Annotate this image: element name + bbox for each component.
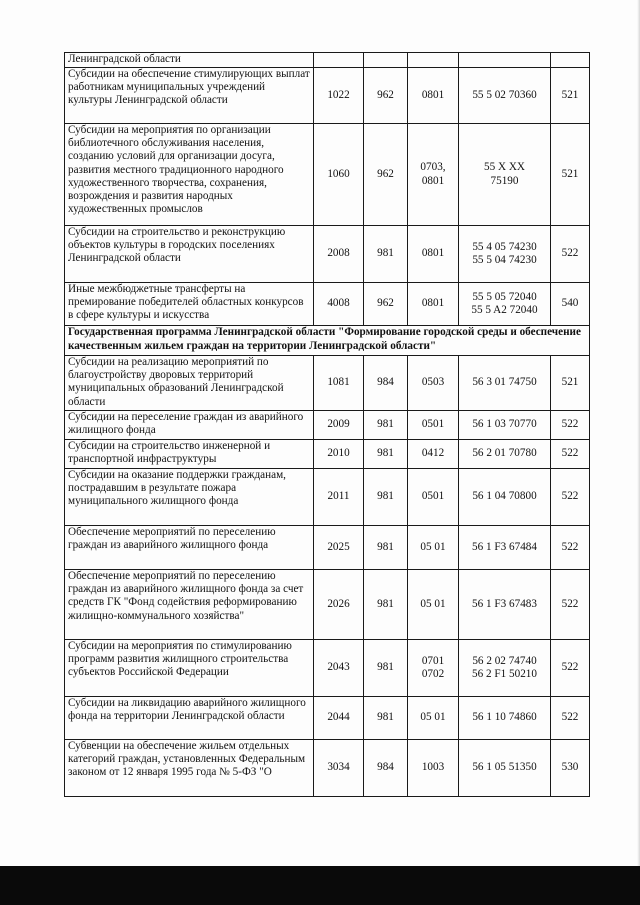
table-row xyxy=(65,740,590,797)
row-name-cell: Субсидии на мероприятия по стимулированию программ развития жилищного строительства субъектов Российской Федерации xyxy=(65,640,314,697)
expense-type-cell: 522 xyxy=(551,697,590,740)
ministry-code-cell: 984 xyxy=(364,356,408,411)
expense-type-cell: 540 xyxy=(551,283,590,326)
ministry-code-cell: 981 xyxy=(364,440,408,469)
table-row xyxy=(65,124,590,226)
ministry-code-cell: 984 xyxy=(364,740,408,797)
target-article-cell xyxy=(459,53,551,68)
code-cell: 2044 xyxy=(314,697,364,740)
table-row xyxy=(65,697,590,740)
table-row xyxy=(65,226,590,283)
ministry-code-cell xyxy=(364,53,408,68)
row-name-cell: Субсидии на реализацию мероприятий по благоустройству дворовых территорий муниципальных образований Ленинградской области xyxy=(65,356,314,411)
table-row xyxy=(65,570,590,640)
ministry-code-cell: 962 xyxy=(364,124,408,226)
row-name-cell: Субвенции на обеспечение жильем отдельных категорий граждан, установленных Федеральным законом от 12 января 1995 года № 5-ФЗ "О xyxy=(65,740,314,797)
ministry-code-cell: 981 xyxy=(364,640,408,697)
row-name-cell: Субсидии на мероприятия по организации библиотечного обслуживания населения, созданию условий для организации досуга, развития местного традиционного народного художественного творчества, сохранения, возрождения и развития народных художественных промыслов xyxy=(65,124,314,226)
target-article-cell: 56 1 03 70770 xyxy=(459,411,551,440)
table-row xyxy=(65,326,590,356)
expense-type-cell xyxy=(551,53,590,68)
ministry-code-cell: 962 xyxy=(364,283,408,326)
target-article-cell: 55 5 05 72040 55 5 A2 72040 xyxy=(459,283,551,326)
table-row xyxy=(65,640,590,697)
row-name-cell: Обеспечение мероприятий по переселению граждан из аварийного жилищного фонда xyxy=(65,526,314,570)
section-code-cell: 0801 xyxy=(408,68,459,124)
section-code-cell: 0412 xyxy=(408,440,459,469)
subsidy-table xyxy=(64,52,590,797)
expense-type-cell: 530 xyxy=(551,740,590,797)
target-article-cell: 56 2 01 70780 xyxy=(459,440,551,469)
code-cell: 2043 xyxy=(314,640,364,697)
expense-type-cell: 522 xyxy=(551,411,590,440)
section-code-cell: 05 01 xyxy=(408,526,459,570)
ministry-code-cell: 981 xyxy=(364,570,408,640)
section-code-cell: 0801 xyxy=(408,283,459,326)
ministry-code-cell: 962 xyxy=(364,68,408,124)
target-article-cell: 56 3 01 74750 xyxy=(459,356,551,411)
target-article-cell: 55 4 05 74230 55 5 04 74230 xyxy=(459,226,551,283)
program-heading: Государственная программа Ленинградской области "Формирование городской среды и обеспечение качественным жильем граждан на территории Ленинградской области" xyxy=(65,326,590,356)
table-row xyxy=(65,53,590,68)
expense-type-cell: 521 xyxy=(551,68,590,124)
table-row xyxy=(65,356,590,411)
code-cell: 3034 xyxy=(314,740,364,797)
row-name-cell: Субсидии на переселение граждан из аварийного жилищного фонда xyxy=(65,411,314,440)
table-row xyxy=(65,469,590,526)
target-article-cell: 55 X XX 75190 xyxy=(459,124,551,226)
section-code-cell xyxy=(408,53,459,68)
row-name-cell: Ленинградской области xyxy=(65,53,314,68)
scan-bottom-band xyxy=(0,866,640,905)
table-row xyxy=(65,440,590,469)
ministry-code-cell: 981 xyxy=(364,411,408,440)
code-cell xyxy=(314,53,364,68)
section-code-cell: 05 01 xyxy=(408,570,459,640)
row-name-cell: Иные межбюджетные трансферты на премирование победителей областных конкурсов в сфере культуры и искусства xyxy=(65,283,314,326)
ministry-code-cell: 981 xyxy=(364,697,408,740)
section-code-cell: 0501 xyxy=(408,411,459,440)
code-cell: 4008 xyxy=(314,283,364,326)
section-code-cell: 0703, 0801 xyxy=(408,124,459,226)
expense-type-cell: 522 xyxy=(551,640,590,697)
table-row xyxy=(65,526,590,570)
row-name-cell: Субсидии на строительство инженерной и транспортной инфраструктуры xyxy=(65,440,314,469)
code-cell: 1060 xyxy=(314,124,364,226)
row-name-cell: Субсидии на строительство и реконструкцию объектов культуры в городских поселениях Ленинградской области xyxy=(65,226,314,283)
section-code-cell: 0503 xyxy=(408,356,459,411)
code-cell: 2010 xyxy=(314,440,364,469)
section-code-cell: 1003 xyxy=(408,740,459,797)
target-article-cell: 56 1 05 51350 xyxy=(459,740,551,797)
code-cell: 2011 xyxy=(314,469,364,526)
row-name-cell: Субсидии на обеспечение стимулирующих выплат работникам муниципальных учреждений культуры Ленинградской области xyxy=(65,68,314,124)
code-cell: 2009 xyxy=(314,411,364,440)
target-article-cell: 56 1 04 70800 xyxy=(459,469,551,526)
ministry-code-cell: 981 xyxy=(364,469,408,526)
target-article-cell: 56 1 F3 67484 xyxy=(459,526,551,570)
expense-type-cell: 522 xyxy=(551,570,590,640)
code-cell: 2026 xyxy=(314,570,364,640)
table-row xyxy=(65,68,590,124)
table-row xyxy=(65,283,590,326)
expense-type-cell: 521 xyxy=(551,356,590,411)
section-code-cell: 0701 0702 xyxy=(408,640,459,697)
target-article-cell: 55 5 02 70360 xyxy=(459,68,551,124)
row-name-cell: Субсидии на ликвидацию аварийного жилищного фонда на территории Ленинградской области xyxy=(65,697,314,740)
expense-type-cell: 522 xyxy=(551,440,590,469)
expense-type-cell: 522 xyxy=(551,469,590,526)
code-cell: 1081 xyxy=(314,356,364,411)
code-cell: 1022 xyxy=(314,68,364,124)
table-row xyxy=(65,411,590,440)
target-article-cell: 56 1 10 74860 xyxy=(459,697,551,740)
ministry-code-cell: 981 xyxy=(364,526,408,570)
ministry-code-cell: 981 xyxy=(364,226,408,283)
code-cell: 2008 xyxy=(314,226,364,283)
row-name-cell: Обеспечение мероприятий по переселению граждан из аварийного жилищного фонда за счет средств ГК "Фонд содействия реформированию жилищно-коммунального хозяйства" xyxy=(65,570,314,640)
section-code-cell: 0801 xyxy=(408,226,459,283)
target-article-cell: 56 2 02 74740 56 2 F1 50210 xyxy=(459,640,551,697)
section-code-cell: 0501 xyxy=(408,469,459,526)
expense-type-cell: 522 xyxy=(551,526,590,570)
target-article-cell: 56 1 F3 67483 xyxy=(459,570,551,640)
expense-type-cell: 522 xyxy=(551,226,590,283)
row-name-cell: Субсидии на оказание поддержки гражданам, пострадавшим в результате пожара муниципального жилищного фонда xyxy=(65,469,314,526)
code-cell: 2025 xyxy=(314,526,364,570)
section-code-cell: 05 01 xyxy=(408,697,459,740)
expense-type-cell: 521 xyxy=(551,124,590,226)
